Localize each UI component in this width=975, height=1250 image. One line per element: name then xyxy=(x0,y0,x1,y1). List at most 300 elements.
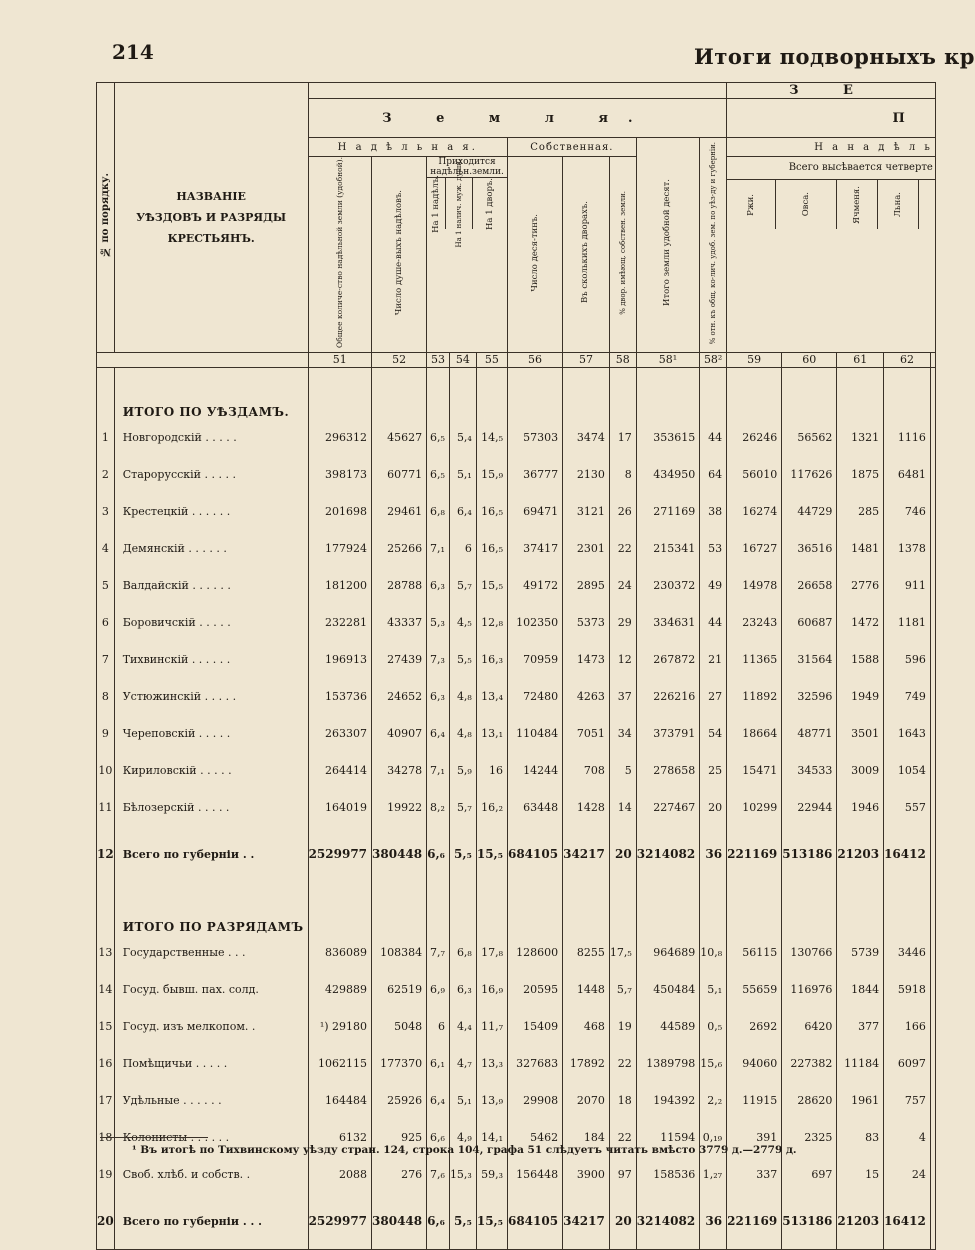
cell-value: 267872 xyxy=(636,641,699,678)
cell-value: 6,₃ xyxy=(449,971,476,1008)
row-name: Колонисты . . . . . . xyxy=(114,1119,308,1156)
cell-value: 3900 xyxy=(563,1156,610,1193)
cell-value: 72480 xyxy=(507,678,562,715)
cell-spacer xyxy=(930,1193,935,1249)
row-name: Бѣлозерскій . . . . . xyxy=(114,789,308,826)
cell-value: 1875 xyxy=(837,456,884,493)
cell-spacer xyxy=(930,934,935,971)
cell-value xyxy=(372,882,427,934)
cell-value: 1428 xyxy=(563,789,610,826)
cell-value: 19922 xyxy=(372,789,427,826)
row-index: 10 xyxy=(97,752,115,789)
cell-value: 16274 xyxy=(727,493,782,530)
cell-value: 391 xyxy=(727,1119,782,1156)
nadelnaya-header: Н а д ѣ л ь н а я. xyxy=(308,138,507,157)
cell-value xyxy=(308,882,371,934)
itogo-zemli-header: Итого земли удобной десят. xyxy=(636,138,699,353)
cell-value: 3446 xyxy=(884,934,931,971)
table-row xyxy=(97,971,936,1008)
cell-value: 11,₇ xyxy=(476,1008,507,1045)
cell-value: 13,₁ xyxy=(476,715,507,752)
cell-value: 19 xyxy=(609,1008,636,1045)
cell-value: 5,₅ xyxy=(449,641,476,678)
cell-value xyxy=(837,882,884,934)
column-number: 57 xyxy=(563,352,610,367)
cell-value: 4263 xyxy=(563,678,610,715)
cell-value: 434950 xyxy=(636,456,699,493)
statistics-table xyxy=(96,82,936,1250)
cell-value: 1588 xyxy=(837,641,884,678)
cell-value: 44589 xyxy=(636,1008,699,1045)
cell-value: 353615 xyxy=(636,419,699,456)
row-index: 7 xyxy=(97,641,115,678)
cell-spacer xyxy=(930,419,935,456)
footnote: ¹ Въ итогѣ по Тихвинскому уѣзду стран. 124, строка 104, графа 51 слѣдуетъ читать вмѣсто 3779 д.—2779 д. xyxy=(132,1144,797,1156)
cell-value xyxy=(507,367,562,419)
cell-spacer xyxy=(930,715,935,752)
cell-spacer xyxy=(930,752,935,789)
row-index: 12 xyxy=(97,826,115,882)
cell-value: 5373 xyxy=(563,604,610,641)
row-index: 4 xyxy=(97,530,115,567)
cell-value: 7,₆ xyxy=(427,1156,450,1193)
page-number: 214 xyxy=(112,40,154,64)
cell-value: 3214082 xyxy=(636,826,699,882)
cell-value: 377 xyxy=(837,1008,884,1045)
cell-value: 1378 xyxy=(884,530,931,567)
cell-value: 4,₇ xyxy=(449,1045,476,1082)
cell-spacer xyxy=(930,971,935,1008)
cell-value: 380448 xyxy=(372,1193,427,1249)
cell-value: 56115 xyxy=(727,934,782,971)
cell-value: 15,₆ xyxy=(700,1045,727,1082)
cell-value: 25266 xyxy=(372,530,427,567)
cell-value: 6,₄ xyxy=(427,1082,450,1119)
cell-spacer xyxy=(930,1008,935,1045)
cell-value: 6,₆ xyxy=(427,1193,450,1249)
cell-value: 20595 xyxy=(507,971,562,1008)
cell-value: 184 xyxy=(563,1119,610,1156)
cell-value: 15,₉ xyxy=(476,456,507,493)
right-zemlya-header: З Е xyxy=(727,83,936,99)
cell-value: 54 xyxy=(700,715,727,752)
cell-value: 6,₃ xyxy=(427,567,450,604)
cell-value: 14,₁ xyxy=(476,1119,507,1156)
cell-value: 278658 xyxy=(636,752,699,789)
cell-value: 16,₅ xyxy=(476,493,507,530)
cell-value: 24652 xyxy=(372,678,427,715)
cell-value: 8 xyxy=(609,456,636,493)
cell-value: 16,₃ xyxy=(476,641,507,678)
cell-value: 1844 xyxy=(837,971,884,1008)
cell-value: 450484 xyxy=(636,971,699,1008)
column-number: 52 xyxy=(372,352,427,367)
column-number: 58¹ xyxy=(636,352,699,367)
cell-value: 6,₅ xyxy=(427,419,450,456)
cell-value: 13,₉ xyxy=(476,1082,507,1119)
row-index: 2 xyxy=(97,456,115,493)
cell-value xyxy=(449,367,476,419)
cell-value: 0,₁₉ xyxy=(700,1119,727,1156)
row-name: Крестецкій . . . . . . xyxy=(114,493,308,530)
cell-value: 13,₄ xyxy=(476,678,507,715)
cell-value: 6132 xyxy=(308,1119,371,1156)
cell-value: 69471 xyxy=(507,493,562,530)
cell-value: 4 xyxy=(884,1119,931,1156)
total-row xyxy=(97,1193,936,1249)
cell-value: 15471 xyxy=(727,752,782,789)
cell-value: 16727 xyxy=(727,530,782,567)
cell-value: 2529977 xyxy=(308,826,371,882)
table-row xyxy=(97,678,936,715)
table-row xyxy=(97,567,936,604)
cell-value: 14244 xyxy=(507,752,562,789)
cell-value: 27 xyxy=(700,678,727,715)
cell-value xyxy=(700,882,727,934)
row-index: 8 xyxy=(97,678,115,715)
cell-value: 22 xyxy=(609,1045,636,1082)
cell-value: 1062115 xyxy=(308,1045,371,1082)
cell-value xyxy=(884,882,931,934)
cell-value: 7,₁ xyxy=(427,530,450,567)
table-row xyxy=(97,934,936,971)
cell-value: 56562 xyxy=(782,419,837,456)
cell-value xyxy=(636,367,699,419)
cell-value: 34217 xyxy=(563,1193,610,1249)
cell-value: 1389798 xyxy=(636,1045,699,1082)
row-index xyxy=(97,882,115,934)
cell-value: 5,₃ xyxy=(427,604,450,641)
cell-value: 17 xyxy=(609,419,636,456)
row-index: 18 xyxy=(97,1119,115,1156)
cell-value: 49172 xyxy=(507,567,562,604)
cell-value: 53 xyxy=(700,530,727,567)
pct-otn-header: % отн. къ общ. ко-лич. удоб. зем. по уѣз-ду и губерніи. xyxy=(700,138,727,353)
cell-value: 97 xyxy=(609,1156,636,1193)
cell-value: 6,₄ xyxy=(449,493,476,530)
cell-value: 230372 xyxy=(636,567,699,604)
table-row xyxy=(97,1045,936,1082)
cell-value: 29461 xyxy=(372,493,427,530)
row-name: Череповскій . . . . . xyxy=(114,715,308,752)
cell-value: 5,₁ xyxy=(449,1082,476,1119)
cell-value: 1961 xyxy=(837,1082,884,1119)
cell-value: 4,₈ xyxy=(449,715,476,752)
cell-value: 8,₂ xyxy=(427,789,450,826)
cell-value: 164019 xyxy=(308,789,371,826)
cell-value: 227467 xyxy=(636,789,699,826)
section-row xyxy=(97,367,936,419)
cell-value: 36 xyxy=(700,826,727,882)
cell-value: 25 xyxy=(700,752,727,789)
row-index: 9 xyxy=(97,715,115,752)
cell-spacer xyxy=(930,1045,935,1082)
cell-value: 5,₇ xyxy=(609,971,636,1008)
section-row xyxy=(97,882,936,934)
cell-value: 24 xyxy=(609,567,636,604)
cell-value: 1448 xyxy=(563,971,610,1008)
cell-value: 37 xyxy=(609,678,636,715)
cell-value: 749 xyxy=(884,678,931,715)
cell-value: 11892 xyxy=(727,678,782,715)
row-index: 3 xyxy=(97,493,115,530)
cell-value: 26246 xyxy=(727,419,782,456)
row-name: Боровичскій . . . . . xyxy=(114,604,308,641)
cell-value: 2529977 xyxy=(308,1193,371,1249)
cell-value: 14978 xyxy=(727,567,782,604)
chislo-dush-header: Число душе-выхъ надѣловъ. xyxy=(372,157,427,353)
row-index: 6 xyxy=(97,604,115,641)
cell-value: 164484 xyxy=(308,1082,371,1119)
cell-value xyxy=(563,882,610,934)
cell-value xyxy=(476,367,507,419)
cell-value: 337 xyxy=(727,1156,782,1193)
cell-value: 201698 xyxy=(308,493,371,530)
cell-value: 227382 xyxy=(782,1045,837,1082)
cell-value xyxy=(507,882,562,934)
row-name: Всего по губерніи . . xyxy=(114,826,308,882)
cell-spacer xyxy=(930,567,935,604)
cell-value: 36777 xyxy=(507,456,562,493)
cell-value: 757 xyxy=(884,1082,931,1119)
prikhoditsya-group: Приходится надѣльн.земли. На 1 надѣлъ. На 1 налич. муж. души. На 1 дворъ. xyxy=(427,157,508,353)
cell-value: 22 xyxy=(609,1119,636,1156)
cell-value: 684105 xyxy=(507,826,562,882)
cell-value: 6,₆ xyxy=(427,826,450,882)
column-number-row xyxy=(97,352,936,367)
cell-value: 4,₈ xyxy=(449,678,476,715)
column-number: 60 xyxy=(782,352,837,367)
cell-value: 5,₁ xyxy=(449,456,476,493)
cell-value: 6,₄ xyxy=(427,715,450,752)
cell-value: 130766 xyxy=(782,934,837,971)
cell-value: 55659 xyxy=(727,971,782,1008)
cell-spacer xyxy=(930,641,935,678)
cell-value: 15 xyxy=(837,1156,884,1193)
cell-value: 158536 xyxy=(636,1156,699,1193)
cell-value: 557 xyxy=(884,789,931,826)
cell-value: 12 xyxy=(609,641,636,678)
column-number: 55 xyxy=(476,352,507,367)
row-name: Госуд. изъ мелкопом. . xyxy=(114,1008,308,1045)
row-name: Помѣщичьи . . . . . xyxy=(114,1045,308,1082)
column-number: 61 xyxy=(837,352,884,367)
table-row xyxy=(97,493,936,530)
cell-value: 1481 xyxy=(837,530,884,567)
obshchee-header: Общее количе-ство надѣльной земли (удобной). xyxy=(308,157,371,353)
cell-value: 6,₁ xyxy=(427,1045,450,1082)
cell-value: 20 xyxy=(700,789,727,826)
cell-value: 108384 xyxy=(372,934,427,971)
cell-value: 429889 xyxy=(308,971,371,1008)
cell-value: 271169 xyxy=(636,493,699,530)
cell-value: 70959 xyxy=(507,641,562,678)
cell-value: 128600 xyxy=(507,934,562,971)
cell-value: 11594 xyxy=(636,1119,699,1156)
cell-value: 20 xyxy=(609,826,636,882)
cell-value: 1,₂₇ xyxy=(700,1156,727,1193)
cell-value: 3501 xyxy=(837,715,884,752)
cell-value: 21203 xyxy=(837,1193,884,1249)
cell-value xyxy=(449,882,476,934)
cell-value: 513186 xyxy=(782,1193,837,1249)
cell-value: 59,₃ xyxy=(476,1156,507,1193)
vsego-vyseva-group: Всего высѣвается четверте Ржи. Овса. Ячменя. Льна. xyxy=(727,157,936,353)
cell-value: 7,₇ xyxy=(427,934,450,971)
cell-value: 398173 xyxy=(308,456,371,493)
cell-value: 263307 xyxy=(308,715,371,752)
row-name: Новгородскій . . . . . xyxy=(114,419,308,456)
cell-value: 964689 xyxy=(636,934,699,971)
column-number: 59 xyxy=(727,352,782,367)
cell-value: 156448 xyxy=(507,1156,562,1193)
order-number-header: № по порядку. xyxy=(97,83,115,353)
column-number-row xyxy=(97,352,936,367)
cell-value: 22944 xyxy=(782,789,837,826)
cell-value: 36 xyxy=(700,1193,727,1249)
cell-value: 26 xyxy=(609,493,636,530)
cell-value: 194392 xyxy=(636,1082,699,1119)
cell-value: 1181 xyxy=(884,604,931,641)
row-name: ИТОГО ПО УѢЗДАМЪ. xyxy=(114,367,308,419)
cell-spacer xyxy=(930,1156,935,1193)
cell-value: ¹) 29180 xyxy=(308,1008,371,1045)
cell-value: 2088 xyxy=(308,1156,371,1193)
cell-value: 32596 xyxy=(782,678,837,715)
cell-value: 49 xyxy=(700,567,727,604)
cell-value: 708 xyxy=(563,752,610,789)
row-index: 14 xyxy=(97,971,115,1008)
row-name: Валдайскій . . . . . . xyxy=(114,567,308,604)
cell-value: 13,₃ xyxy=(476,1045,507,1082)
cell-value: 746 xyxy=(884,493,931,530)
cell-value: 6,₉ xyxy=(427,971,450,1008)
cell-value: 29908 xyxy=(507,1082,562,1119)
right-p-header: П xyxy=(727,99,936,138)
cell-value: 34217 xyxy=(563,826,610,882)
cell-value: 6481 xyxy=(884,456,931,493)
cell-spacer xyxy=(930,882,935,934)
row-name: Кириловскій . . . . . xyxy=(114,752,308,789)
cell-spacer xyxy=(930,456,935,493)
table-body xyxy=(97,367,936,1249)
cell-value: 15,₅ xyxy=(476,1193,507,1249)
cell-value: 221169 xyxy=(727,826,782,882)
cell-value: 44 xyxy=(700,419,727,456)
table-row xyxy=(97,1156,936,1193)
cell-value: 181200 xyxy=(308,567,371,604)
column-number: 62 xyxy=(884,352,931,367)
cell-value: 4,₉ xyxy=(449,1119,476,1156)
cell-value: 12,₈ xyxy=(476,604,507,641)
name-header: НАЗВАНІЕ УѢЗДОВЪ И РАЗРЯДЫ КРЕСТЬЯНЪ. xyxy=(114,83,308,353)
cell-value: 513186 xyxy=(782,826,837,882)
cell-value: 925 xyxy=(372,1119,427,1156)
cell-value: 1643 xyxy=(884,715,931,752)
cell-value: 15,₅ xyxy=(476,567,507,604)
cell-spacer xyxy=(930,530,935,567)
cell-value: 22 xyxy=(609,530,636,567)
cell-value: 29 xyxy=(609,604,636,641)
row-index: 1 xyxy=(97,419,115,456)
cell-value: 6,₃ xyxy=(427,678,450,715)
cell-value: 31564 xyxy=(782,641,837,678)
cell-value: 24 xyxy=(884,1156,931,1193)
table-row xyxy=(97,641,936,678)
row-index: 5 xyxy=(97,567,115,604)
cell-value: 6 xyxy=(427,1008,450,1045)
cell-value: 5,₇ xyxy=(449,567,476,604)
cell-value: 2692 xyxy=(727,1008,782,1045)
cell-value: 296312 xyxy=(308,419,371,456)
cell-value: 10,₈ xyxy=(700,934,727,971)
cell-value: 36516 xyxy=(782,530,837,567)
cell-value: 276 xyxy=(372,1156,427,1193)
cell-spacer xyxy=(930,604,935,641)
cell-value: 21 xyxy=(700,641,727,678)
cell-value: 373791 xyxy=(636,715,699,752)
cell-value: 16,₉ xyxy=(476,971,507,1008)
page-title: Итоги подворныхъ кр xyxy=(694,44,975,69)
table-row xyxy=(97,1082,936,1119)
cell-value: 34533 xyxy=(782,752,837,789)
cell-value: 5918 xyxy=(884,971,931,1008)
row-index: 19 xyxy=(97,1156,115,1193)
cell-value: 1116 xyxy=(884,419,931,456)
cell-value: 2130 xyxy=(563,456,610,493)
cell-value: 27439 xyxy=(372,641,427,678)
column-number: 53 xyxy=(427,352,450,367)
cell-value: 1473 xyxy=(563,641,610,678)
cell-value: 15,₃ xyxy=(449,1156,476,1193)
cell-value: 5462 xyxy=(507,1119,562,1156)
table-row xyxy=(97,789,936,826)
cell-value: 26658 xyxy=(782,567,837,604)
cell-value: 28788 xyxy=(372,567,427,604)
cell-value: 596 xyxy=(884,641,931,678)
cell-value: 25926 xyxy=(372,1082,427,1119)
cell-value xyxy=(727,367,782,419)
row-index xyxy=(97,367,115,419)
cell-value: 48771 xyxy=(782,715,837,752)
cell-value: 0,₅ xyxy=(700,1008,727,1045)
cell-value xyxy=(636,882,699,934)
cell-value xyxy=(427,367,450,419)
cell-value: 34 xyxy=(609,715,636,752)
cell-value: 3009 xyxy=(837,752,884,789)
row-name: Удѣльные . . . . . . xyxy=(114,1082,308,1119)
cell-value: 45627 xyxy=(372,419,427,456)
total-row xyxy=(97,826,936,882)
cell-value: 7,₁ xyxy=(427,752,450,789)
table-row xyxy=(97,530,936,567)
footnote-rule xyxy=(100,1137,208,1138)
cell-value: 64 xyxy=(700,456,727,493)
cell-value: 2,₂ xyxy=(700,1082,727,1119)
cell-value xyxy=(427,882,450,934)
cell-value: 1054 xyxy=(884,752,931,789)
cell-value: 5 xyxy=(609,752,636,789)
cell-value: 5048 xyxy=(372,1008,427,1045)
cell-value: 83 xyxy=(837,1119,884,1156)
cell-value: 43337 xyxy=(372,604,427,641)
cell-value: 2301 xyxy=(563,530,610,567)
cell-value xyxy=(727,882,782,934)
cell-value xyxy=(782,367,837,419)
cell-value: 102350 xyxy=(507,604,562,641)
v-skolkikh-header: Въ сколькихъ дворахъ. xyxy=(563,157,610,353)
row-name: Госуд. бывш. пах. солд. xyxy=(114,971,308,1008)
